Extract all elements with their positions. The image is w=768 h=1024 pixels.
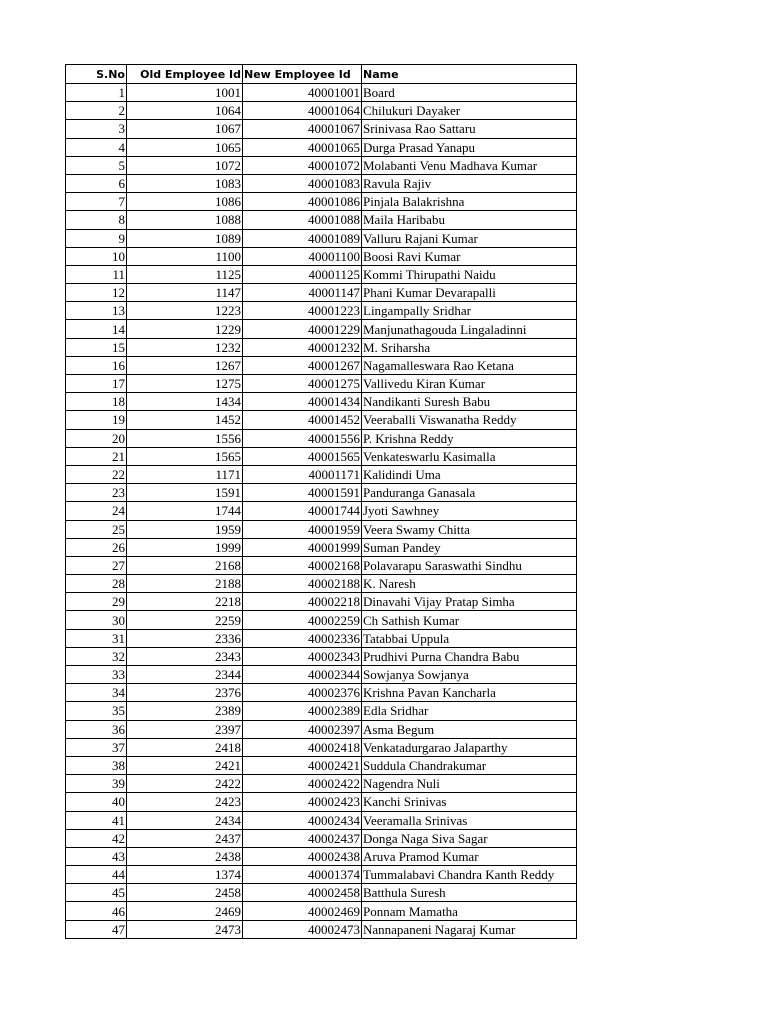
cell-new-employee-id: 40001565 [243, 447, 362, 465]
cell-new-employee-id: 40001088 [243, 211, 362, 229]
cell-new-employee-id: 40002344 [243, 666, 362, 684]
table-row [66, 520, 577, 538]
cell-sno: 26 [66, 538, 127, 556]
cell-sno: 27 [66, 556, 127, 574]
cell-old-employee-id: 1171 [127, 465, 243, 483]
cell-name: Nagendra Nuli [362, 775, 577, 793]
employee-id-table [65, 64, 577, 939]
cell-name: M. Sriharsha [362, 338, 577, 356]
cell-new-employee-id: 40001065 [243, 138, 362, 156]
cell-sno: 37 [66, 738, 127, 756]
cell-new-employee-id: 40001434 [243, 393, 362, 411]
cell-old-employee-id: 1088 [127, 211, 243, 229]
table-row [66, 666, 577, 684]
cell-name: Molabanti Venu Madhava Kumar [362, 156, 577, 174]
table-row [66, 229, 577, 247]
table-row [66, 320, 577, 338]
table-header [66, 65, 577, 84]
cell-old-employee-id: 2434 [127, 811, 243, 829]
table-body [66, 84, 577, 939]
cell-sno: 22 [66, 465, 127, 483]
table-row [66, 156, 577, 174]
table-row [66, 465, 577, 483]
cell-name: Chilukuri Dayaker [362, 102, 577, 120]
cell-old-employee-id: 2469 [127, 902, 243, 920]
cell-sno: 41 [66, 811, 127, 829]
table-row [66, 247, 577, 265]
cell-sno: 21 [66, 447, 127, 465]
cell-new-employee-id: 40001064 [243, 102, 362, 120]
table-row [66, 829, 577, 847]
cell-new-employee-id: 40002469 [243, 902, 362, 920]
cell-old-employee-id: 2343 [127, 647, 243, 665]
table-row [66, 284, 577, 302]
table-row [66, 102, 577, 120]
cell-new-employee-id: 40002423 [243, 793, 362, 811]
cell-sno: 17 [66, 375, 127, 393]
table-row [66, 338, 577, 356]
table-row [66, 411, 577, 429]
table-row [66, 629, 577, 647]
table-row [66, 611, 577, 629]
cell-name: K. Naresh [362, 575, 577, 593]
cell-name: Panduranga Ganasala [362, 484, 577, 502]
cell-name: Tatabbai Uppula [362, 629, 577, 647]
cell-old-employee-id: 2397 [127, 720, 243, 738]
header-new-employee-id: New Employee Id [243, 65, 362, 84]
table-row [66, 575, 577, 593]
cell-new-employee-id: 40002458 [243, 884, 362, 902]
cell-sno: 4 [66, 138, 127, 156]
cell-name: Edla Sridhar [362, 702, 577, 720]
cell-name: Suman Pandey [362, 538, 577, 556]
cell-new-employee-id: 40002259 [243, 611, 362, 629]
cell-new-employee-id: 40002376 [243, 684, 362, 702]
table-row [66, 393, 577, 411]
cell-name: Venkatadurgarao Jalaparthy [362, 738, 577, 756]
cell-old-employee-id: 1744 [127, 502, 243, 520]
cell-new-employee-id: 40001086 [243, 193, 362, 211]
table-row [66, 847, 577, 865]
cell-old-employee-id: 1275 [127, 375, 243, 393]
table-row [66, 447, 577, 465]
cell-sno: 1 [66, 84, 127, 102]
table-row [66, 193, 577, 211]
cell-sno: 2 [66, 102, 127, 120]
cell-sno: 6 [66, 174, 127, 192]
cell-new-employee-id: 40001067 [243, 120, 362, 138]
cell-old-employee-id: 2376 [127, 684, 243, 702]
cell-name: Durga Prasad Yanapu [362, 138, 577, 156]
cell-new-employee-id: 40002343 [243, 647, 362, 665]
cell-new-employee-id: 40001001 [243, 84, 362, 102]
header-row [66, 65, 577, 84]
cell-new-employee-id: 40001999 [243, 538, 362, 556]
table-row [66, 84, 577, 102]
cell-name: Batthula Suresh [362, 884, 577, 902]
cell-sno: 38 [66, 756, 127, 774]
table-row [66, 720, 577, 738]
cell-name: Tummalabavi Chandra Kanth Reddy [362, 866, 577, 884]
table-row [66, 538, 577, 556]
cell-name: Boosi Ravi Kumar [362, 247, 577, 265]
cell-old-employee-id: 1556 [127, 429, 243, 447]
cell-name: Board [362, 84, 577, 102]
table-row [66, 174, 577, 192]
cell-name: Phani Kumar Devarapalli [362, 284, 577, 302]
cell-name: Nagamalleswara Rao Ketana [362, 356, 577, 374]
cell-sno: 20 [66, 429, 127, 447]
table-row [66, 502, 577, 520]
cell-name: Kommi Thirupathi Naidu [362, 265, 577, 283]
cell-name: Donga Naga Siva Sagar [362, 829, 577, 847]
cell-sno: 28 [66, 575, 127, 593]
cell-name: Nannapaneni Nagaraj Kumar [362, 920, 577, 938]
cell-sno: 7 [66, 193, 127, 211]
cell-new-employee-id: 40001744 [243, 502, 362, 520]
cell-sno: 18 [66, 393, 127, 411]
cell-old-employee-id: 2437 [127, 829, 243, 847]
table-row [66, 211, 577, 229]
cell-sno: 43 [66, 847, 127, 865]
cell-new-employee-id: 40001275 [243, 375, 362, 393]
cell-sno: 47 [66, 920, 127, 938]
cell-old-employee-id: 1067 [127, 120, 243, 138]
cell-old-employee-id: 1565 [127, 447, 243, 465]
cell-old-employee-id: 2473 [127, 920, 243, 938]
cell-old-employee-id: 1374 [127, 866, 243, 884]
cell-new-employee-id: 40002397 [243, 720, 362, 738]
cell-old-employee-id: 2423 [127, 793, 243, 811]
cell-old-employee-id: 1229 [127, 320, 243, 338]
cell-sno: 25 [66, 520, 127, 538]
cell-sno: 8 [66, 211, 127, 229]
cell-old-employee-id: 1001 [127, 84, 243, 102]
cell-name: Ch Sathish Kumar [362, 611, 577, 629]
cell-sno: 23 [66, 484, 127, 502]
table-row [66, 902, 577, 920]
cell-name: Veeramalla Srinivas [362, 811, 577, 829]
cell-sno: 13 [66, 302, 127, 320]
cell-new-employee-id: 40002437 [243, 829, 362, 847]
cell-old-employee-id: 2188 [127, 575, 243, 593]
cell-sno: 15 [66, 338, 127, 356]
cell-old-employee-id: 2421 [127, 756, 243, 774]
cell-old-employee-id: 1999 [127, 538, 243, 556]
cell-new-employee-id: 40001072 [243, 156, 362, 174]
cell-old-employee-id: 1223 [127, 302, 243, 320]
header-old-employee-id: Old Employee Id [127, 65, 243, 84]
cell-new-employee-id: 40001374 [243, 866, 362, 884]
cell-sno: 3 [66, 120, 127, 138]
cell-old-employee-id: 2422 [127, 775, 243, 793]
cell-sno: 9 [66, 229, 127, 247]
cell-sno: 5 [66, 156, 127, 174]
cell-new-employee-id: 40002389 [243, 702, 362, 720]
cell-name: Ravula Rajiv [362, 174, 577, 192]
cell-sno: 16 [66, 356, 127, 374]
cell-new-employee-id: 40002168 [243, 556, 362, 574]
cell-new-employee-id: 40002434 [243, 811, 362, 829]
table-row [66, 866, 577, 884]
cell-old-employee-id: 1267 [127, 356, 243, 374]
cell-new-employee-id: 40001591 [243, 484, 362, 502]
table-row [66, 429, 577, 447]
cell-new-employee-id: 40002188 [243, 575, 362, 593]
cell-name: Jyoti Sawhney [362, 502, 577, 520]
cell-old-employee-id: 1065 [127, 138, 243, 156]
table-row [66, 484, 577, 502]
cell-name: Veera Swamy Chitta [362, 520, 577, 538]
cell-old-employee-id: 1434 [127, 393, 243, 411]
cell-sno: 39 [66, 775, 127, 793]
cell-old-employee-id: 1100 [127, 247, 243, 265]
cell-new-employee-id: 40001147 [243, 284, 362, 302]
cell-sno: 10 [66, 247, 127, 265]
cell-sno: 32 [66, 647, 127, 665]
cell-old-employee-id: 2218 [127, 593, 243, 611]
cell-old-employee-id: 1064 [127, 102, 243, 120]
cell-new-employee-id: 40001089 [243, 229, 362, 247]
table-row [66, 793, 577, 811]
table-row [66, 756, 577, 774]
cell-name: Polavarapu Saraswathi Sindhu [362, 556, 577, 574]
cell-new-employee-id: 40001959 [243, 520, 362, 538]
cell-sno: 12 [66, 284, 127, 302]
cell-name: Maila Haribabu [362, 211, 577, 229]
cell-name: Aruva Pramod Kumar [362, 847, 577, 865]
cell-new-employee-id: 40001223 [243, 302, 362, 320]
cell-new-employee-id: 40002418 [243, 738, 362, 756]
cell-name: Prudhivi Purna Chandra Babu [362, 647, 577, 665]
cell-name: Valluru Rajani Kumar [362, 229, 577, 247]
cell-new-employee-id: 40001083 [243, 174, 362, 192]
table-row [66, 593, 577, 611]
cell-new-employee-id: 40002218 [243, 593, 362, 611]
table-row [66, 811, 577, 829]
cell-old-employee-id: 1086 [127, 193, 243, 211]
cell-new-employee-id: 40002336 [243, 629, 362, 647]
cell-sno: 33 [66, 666, 127, 684]
cell-new-employee-id: 40002473 [243, 920, 362, 938]
cell-sno: 19 [66, 411, 127, 429]
cell-name: P. Krishna Reddy [362, 429, 577, 447]
cell-old-employee-id: 2344 [127, 666, 243, 684]
cell-name: Asma Begum [362, 720, 577, 738]
header-sno: S.No [66, 65, 127, 84]
cell-sno: 24 [66, 502, 127, 520]
cell-sno: 36 [66, 720, 127, 738]
cell-sno: 11 [66, 265, 127, 283]
cell-sno: 34 [66, 684, 127, 702]
cell-name: Nandikanti Suresh Babu [362, 393, 577, 411]
table-row [66, 920, 577, 938]
cell-name: Lingampally Sridhar [362, 302, 577, 320]
cell-old-employee-id: 2336 [127, 629, 243, 647]
cell-old-employee-id: 1083 [127, 174, 243, 192]
table-row [66, 265, 577, 283]
cell-new-employee-id: 40001267 [243, 356, 362, 374]
cell-name: Kanchi Srinivas [362, 793, 577, 811]
cell-name: Sowjanya Sowjanya [362, 666, 577, 684]
cell-name: Dinavahi Vijay Pratap Simha [362, 593, 577, 611]
cell-new-employee-id: 40002422 [243, 775, 362, 793]
cell-name: Manjunathagouda Lingaladinni [362, 320, 577, 338]
table-row [66, 356, 577, 374]
cell-old-employee-id: 2389 [127, 702, 243, 720]
table-row [66, 120, 577, 138]
cell-new-employee-id: 40001452 [243, 411, 362, 429]
cell-old-employee-id: 1452 [127, 411, 243, 429]
table-row [66, 738, 577, 756]
cell-old-employee-id: 2418 [127, 738, 243, 756]
cell-sno: 35 [66, 702, 127, 720]
cell-name: Vallivedu Kiran Kumar [362, 375, 577, 393]
cell-sno: 29 [66, 593, 127, 611]
table-row [66, 647, 577, 665]
cell-old-employee-id: 1232 [127, 338, 243, 356]
cell-name: Srinivasa Rao Sattaru [362, 120, 577, 138]
table-row [66, 302, 577, 320]
table-row [66, 775, 577, 793]
cell-sno: 31 [66, 629, 127, 647]
cell-name: Pinjala Balakrishna [362, 193, 577, 211]
cell-old-employee-id: 2259 [127, 611, 243, 629]
cell-old-employee-id: 1591 [127, 484, 243, 502]
cell-name: Ponnam Mamatha [362, 902, 577, 920]
table-row [66, 375, 577, 393]
cell-sno: 42 [66, 829, 127, 847]
table-row [66, 556, 577, 574]
cell-new-employee-id: 40001125 [243, 265, 362, 283]
table-row [66, 702, 577, 720]
cell-old-employee-id: 2458 [127, 884, 243, 902]
cell-old-employee-id: 1072 [127, 156, 243, 174]
cell-sno: 14 [66, 320, 127, 338]
cell-sno: 30 [66, 611, 127, 629]
table-row [66, 884, 577, 902]
cell-new-employee-id: 40001229 [243, 320, 362, 338]
cell-new-employee-id: 40002421 [243, 756, 362, 774]
cell-new-employee-id: 40002438 [243, 847, 362, 865]
cell-name: Suddula Chandrakumar [362, 756, 577, 774]
cell-old-employee-id: 2168 [127, 556, 243, 574]
header-name: Name [362, 65, 577, 84]
cell-name: Veeraballi Viswanatha Reddy [362, 411, 577, 429]
cell-new-employee-id: 40001100 [243, 247, 362, 265]
cell-old-employee-id: 1089 [127, 229, 243, 247]
cell-old-employee-id: 1125 [127, 265, 243, 283]
cell-name: Krishna Pavan Kancharla [362, 684, 577, 702]
cell-old-employee-id: 2438 [127, 847, 243, 865]
cell-new-employee-id: 40001171 [243, 465, 362, 483]
cell-new-employee-id: 40001232 [243, 338, 362, 356]
table-row [66, 684, 577, 702]
cell-old-employee-id: 1959 [127, 520, 243, 538]
cell-name: Venkateswarlu Kasimalla [362, 447, 577, 465]
cell-sno: 46 [66, 902, 127, 920]
table-row [66, 138, 577, 156]
cell-sno: 40 [66, 793, 127, 811]
cell-sno: 44 [66, 866, 127, 884]
cell-sno: 45 [66, 884, 127, 902]
cell-old-employee-id: 1147 [127, 284, 243, 302]
cell-new-employee-id: 40001556 [243, 429, 362, 447]
cell-name: Kalidindi Uma [362, 465, 577, 483]
